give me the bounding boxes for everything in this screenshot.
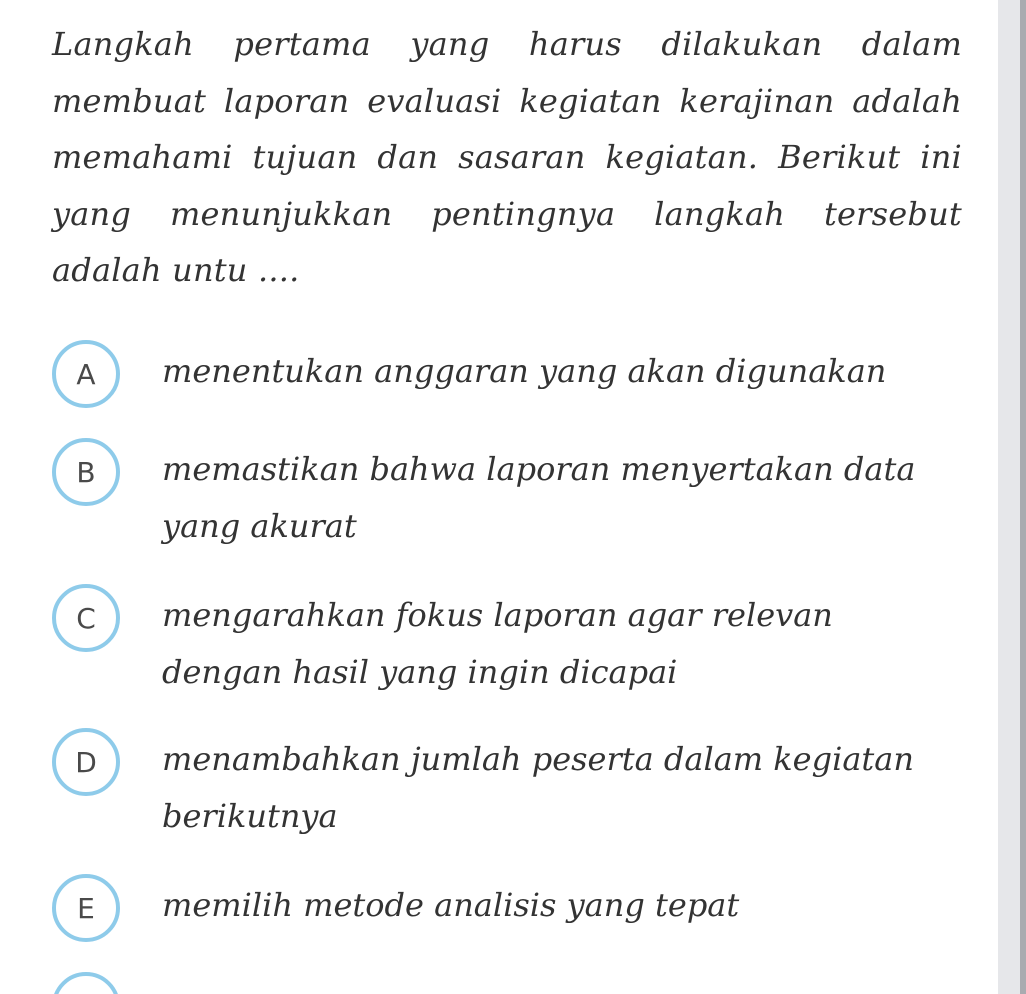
option-d-letter[interactable]: D (52, 728, 120, 796)
option-e[interactable] (52, 874, 972, 942)
option-d-text: menambahkan jumlah peserta dalam kegiatan berikutnya (162, 740, 914, 835)
next-option-circle-partial[interactable] (52, 972, 120, 994)
option-e-letter[interactable]: E (52, 874, 120, 942)
option-a-text: menentukan anggaran yang akan digunakan (162, 352, 887, 390)
scrollbar-track[interactable] (998, 0, 1026, 994)
options-list (52, 340, 972, 994)
option-d[interactable] (52, 728, 972, 844)
option-c-letter[interactable]: C (52, 584, 120, 652)
scrollbar-thumb[interactable] (1020, 0, 1026, 994)
option-b-text: memastikan bahwa laporan menyertakan data yang akurat (162, 450, 916, 545)
option-c-text: mengarahkan fokus laporan agar relevan dengan hasil yang ingin dicapai (162, 596, 833, 691)
option-c[interactable] (52, 584, 972, 700)
option-a[interactable] (52, 340, 972, 408)
option-a-letter[interactable]: A (52, 340, 120, 408)
question-container (52, 16, 962, 299)
option-b-letter[interactable]: B (52, 438, 120, 506)
question-text: Langkah pertama yang harus dilakukan dalam membuat laporan evaluasi kegiatan kerajinan adalah memahami tujuan dan sasaran kegiatan. Berikut ini yang menunjukkan pentingnya langkah tersebut adalah untu .... (52, 25, 962, 289)
option-e-text: memilih metode analisis yang tepat (162, 886, 740, 924)
option-b[interactable] (52, 438, 972, 554)
